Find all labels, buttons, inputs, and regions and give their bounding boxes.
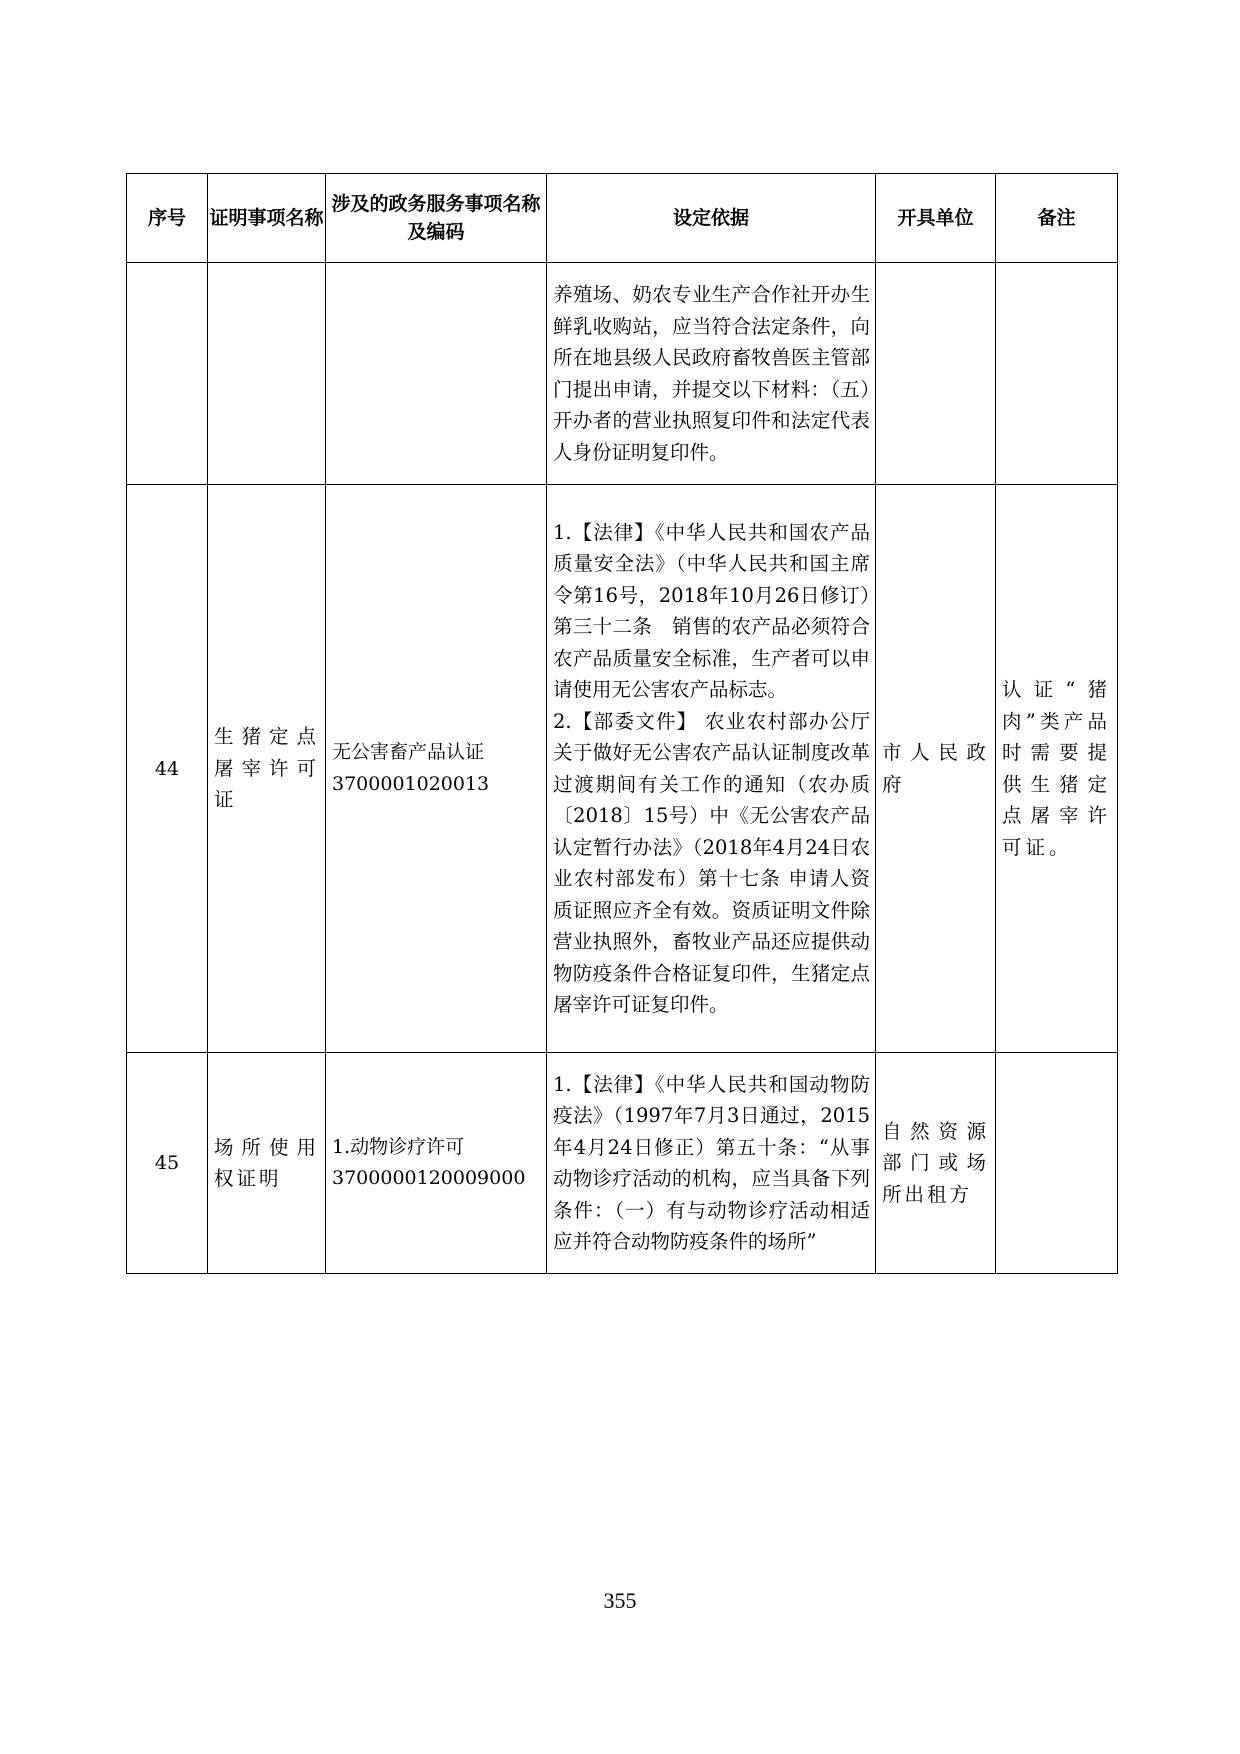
table-row xyxy=(127,1053,1118,1274)
service-item-code: 3700000120009000 xyxy=(332,1167,526,1189)
service-items-cell xyxy=(326,1053,547,1274)
proof-name-cell: 场所使用权证明 xyxy=(208,1053,326,1274)
header-basis: 设定依据 xyxy=(547,174,876,263)
basis-cell xyxy=(547,485,876,1053)
basis-text: 养殖场、奶农专业生产合作社开办生鲜乳收购站，应当符合法定条件，向所在地县级人民政府畜牧兽医主管部门提出申请，并提交以下材料：（五）开办者的营业执照复印件和法定代表人身份证明复印件。 xyxy=(553,283,870,464)
basis-paragraph: 2.【部委文件】 农业农村部办公厅关于做好无公害农产品认证制度改革过渡期间有关工作的通知（农办质〔2018〕15号）中《无公害农产品认定暂行办法》（2018年4月24日农业农村部发布）第十七条 申请人资质证照应齐全有效。资质证明文件除营业执照外，畜牧业产品还应提供动物防疫条件合格证复印件，生猪定点屠宰许可证复印件。 xyxy=(553,709,870,1016)
table-row xyxy=(127,263,1118,485)
service-item-code: 3700001020013 xyxy=(332,772,490,795)
issuing-unit-cell: 市人民政府 xyxy=(876,485,996,1053)
service-item-name: 1.动物诊疗许可 xyxy=(332,1135,465,1158)
issuing-unit-cell: 自然资源部门或场所出租方 xyxy=(876,1053,996,1274)
row-no-cell xyxy=(127,263,208,485)
proof-name-cell: 生猪定点屠宰许可证 xyxy=(208,485,326,1053)
header-issuing-unit: 开具单位 xyxy=(876,174,996,263)
remarks-cell xyxy=(996,263,1118,485)
service-items-cell xyxy=(326,263,547,485)
remarks-cell xyxy=(996,1053,1118,1274)
proof-items-table xyxy=(126,173,1118,1274)
table-row xyxy=(127,485,1118,1053)
header-no: 序号 xyxy=(127,174,208,263)
page-number: 355 xyxy=(603,1588,637,1613)
basis-cell xyxy=(547,263,876,485)
header-remarks: 备注 xyxy=(996,174,1118,263)
issuing-unit-cell xyxy=(876,263,996,485)
basis-cell xyxy=(547,1053,876,1274)
row-no-cell: 45 xyxy=(127,1053,208,1274)
table-header-row xyxy=(127,174,1118,263)
basis-text: 1.【法律】《中华人民共和国动物防疫法》（1997年7月3日通过，2015年4月24日修正）第五十条：“从事动物诊疗活动的机构，应当具备下列条件：（一）有与动物诊疗活动相适应并符合动物防疫条件的场所” xyxy=(553,1072,870,1253)
header-service-items: 涉及的政务服务事项名称及编码 xyxy=(326,174,547,263)
proof-name-cell xyxy=(208,263,326,485)
service-items-cell xyxy=(326,485,547,1053)
basis-paragraph: 1.【法律】《中华人民共和国农产品质量安全法》（中华人民共和国主席令第16号，2018年10月26日修订）第三十二条 销售的农产品必须符合农产品质量安全标准，生产者可以申请使用无公害农产品标志。 xyxy=(553,520,870,701)
remarks-cell: 认证“猪肉”类产品时需要提供生猪定点屠宰许可证。 xyxy=(996,485,1118,1053)
row-no-cell: 44 xyxy=(127,485,208,1053)
header-proof-name: 证明事项名称 xyxy=(208,174,326,263)
service-item-name: 无公害畜产品认证 xyxy=(332,741,485,763)
